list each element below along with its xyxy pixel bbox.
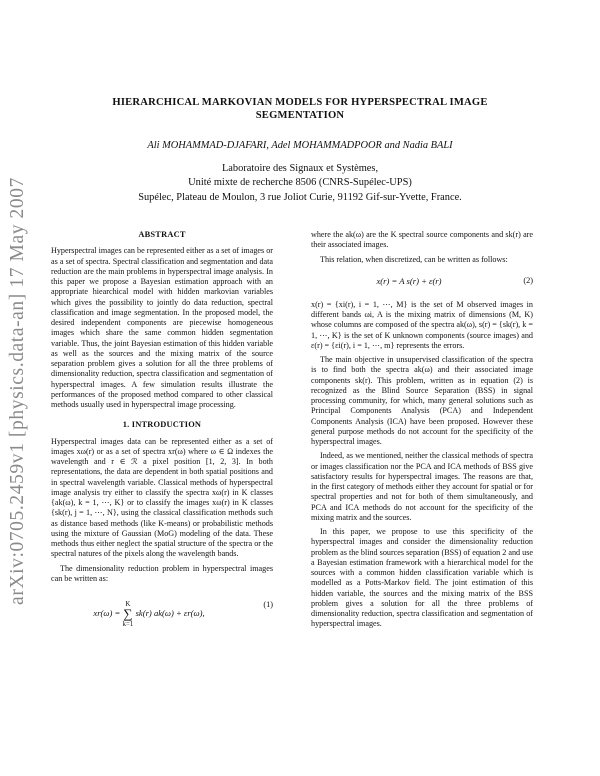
equation-2-number: (2): [523, 275, 533, 285]
sigma-glyph: ∑: [123, 606, 133, 621]
right-paragraph-1: where the ak(ω) are the K spectral source components and sk(r) are their associated images.: [311, 230, 533, 250]
affiliation: [80, 162, 520, 205]
right-paragraph-3: x(r) = {xi(r), i = 1, ⋯, M} is the set of M observed images in different bands ωi, A is the mixing matrix of dimensions (M, K) whose columns are composed of the spectra ak(ω), s(r) = {sk(r), k = 1, ⋯, K} is the set of K unknown components (source images) and ε(r) = {εi(r), i = 1, ⋯, m} represents the errors.: [311, 299, 533, 350]
affiliation-line-2: Unité mixte de recherche 8506 (CNRS-Supélec-UPS): [188, 177, 412, 189]
right-column: [311, 230, 533, 634]
summation-symbol: [122, 600, 133, 628]
affiliation-line-3: Supélec, Plateau de Moulon, 3 rue Joliot Curie, 91192 Gif-sur-Yvette, France.: [138, 191, 462, 203]
equation-2: [311, 269, 533, 295]
equation-1-rhs: sk(r) ak(ω) + εr(ω),: [135, 607, 205, 618]
right-paragraph-4: The main objective in unsupervised classification of the spectra is to find both the spectra ak(ω) and their associated image components sk(r). This problem, written as in equation (2) is recognized as the Blind Source Separation (BSS) in signal processing community, for which, many general solutions such as Principal Components Analysis (PCA) and Independent Components Analysis (ICA) have been proposed. However these general purpose methods do not account for the specificity of the hyperspectral images.: [311, 355, 533, 446]
equation-2-body: x(r) = A s(r) + ε(r): [376, 275, 442, 286]
introduction-heading: 1. INTRODUCTION: [122, 420, 202, 430]
sum-lower-limit: k=1: [122, 620, 134, 628]
paper-title: [90, 96, 510, 122]
equation-1: [51, 588, 273, 628]
sum-upper-limit: K: [125, 600, 131, 608]
abstract-text: Hyperspectral images can be represented either as a set of images or as a set of spectra. Spectral classification and segmentation and data reduction are the main problems in hyperspectral image analysis. In this paper we propose a Bayesian estimation approach with an appropriate hiearchical model with hidden markovian variables which gives the possibility to jointly do data reduction, spectral classification and image segmentation. In the proposed model, the desired independent components are piecewise homogeneous images which share the same common hidden segmentation variable. Thus, the joint Bayesian estimation of this hidden variable as well as the sources and the mixing matrix of the source separation problem gives a solution for all the three problems of dimensionality reduction, spectra classification and segmentation of hyperspectral images. A few simulation results illustrate the performances of the proposed method compared to other classical methods usually used in hyperspectral image processing.: [51, 246, 273, 409]
title-line-1: HIERARCHICAL MARKOVIAN MODELS FOR HYPERSPECTRAL IMAGE: [112, 97, 488, 108]
authors: Ali MOHAMMAD-DJAFARI, Adel MOHAMMADPOOR and Nadia BALI: [147, 140, 453, 151]
equation-1-lhs: xr(ω) =: [93, 607, 121, 618]
right-paragraph-5: Indeed, as we mentioned, neither the classical methods of spectra or images classification nor the PCA and ICA methods of BSS give satisfactory results for hyperspectral images. The reasons are that, in the first category of methods either they account for spatial or for spectral properties and not for both of them simultaneously, and PCA and ICA methods do not account for the specificity of the mixing matrix and the sources.: [311, 451, 533, 522]
right-paragraph-6: In this paper, we propose to use this specificity of the hyperspectral images and consider the dimensionality reduction problem as the blind sources separation (BSS) of equation 2 and use a Bayesian estimation framework with a hierarchical model for the sources with a common hidden classification variable which is modelled as a Potts-Markov field. The joint estimation of this hidden variable, the sources and the mixing matrix of the BSS problem gives a solution for all the three problems of dimensionality reduction, spectra classification and segmentation of hyperspectral images.: [311, 527, 533, 629]
intro-paragraph-2: The dimensionality reduction problem in hyperspectral images can be written as:: [51, 563, 273, 583]
title-line-2: SEGMENTATION: [255, 110, 345, 121]
affiliation-line-1: Laboratoire des Signaux et Systèmes,: [221, 163, 379, 174]
left-column: [51, 230, 273, 629]
arxiv-identifier: arXiv:0705.2459v1 [physics.data-an] 17 May 2007: [7, 177, 28, 605]
abstract-heading: ABSTRACT: [138, 230, 186, 239]
equation-1-number: (1): [263, 600, 273, 609]
right-paragraph-2: This relation, when discretized, can be written as follows:: [320, 254, 508, 264]
intro-paragraph-1: Hyperspectral images data can be represented either as a set of images xω(r) or as a set of spectra xr(ω) where ω ∈ Ω indexes the wavelength and r ∈ ℛ a pixel position [1, 2, 3]. In both representations, the data are dependent in both spatial positions and in spectral wavelength variable. Classical methods of hyperspectral image analysis try either to classify the spectra xω(r) in K classes {ak(ω), k = 1, ⋯, K} or to classify the images xω(r) in K classes {sk(r), j = 1, ⋯, N}, using the classical classification methods such as distance based methods (like K-means) or probabilistic methods using the mixture of Gaussian (MoG) modeling of the data. These methods thus either neglect the spatial structure of the spectra or the spectral natures of the pixels along the wavelength bands.: [51, 436, 273, 559]
